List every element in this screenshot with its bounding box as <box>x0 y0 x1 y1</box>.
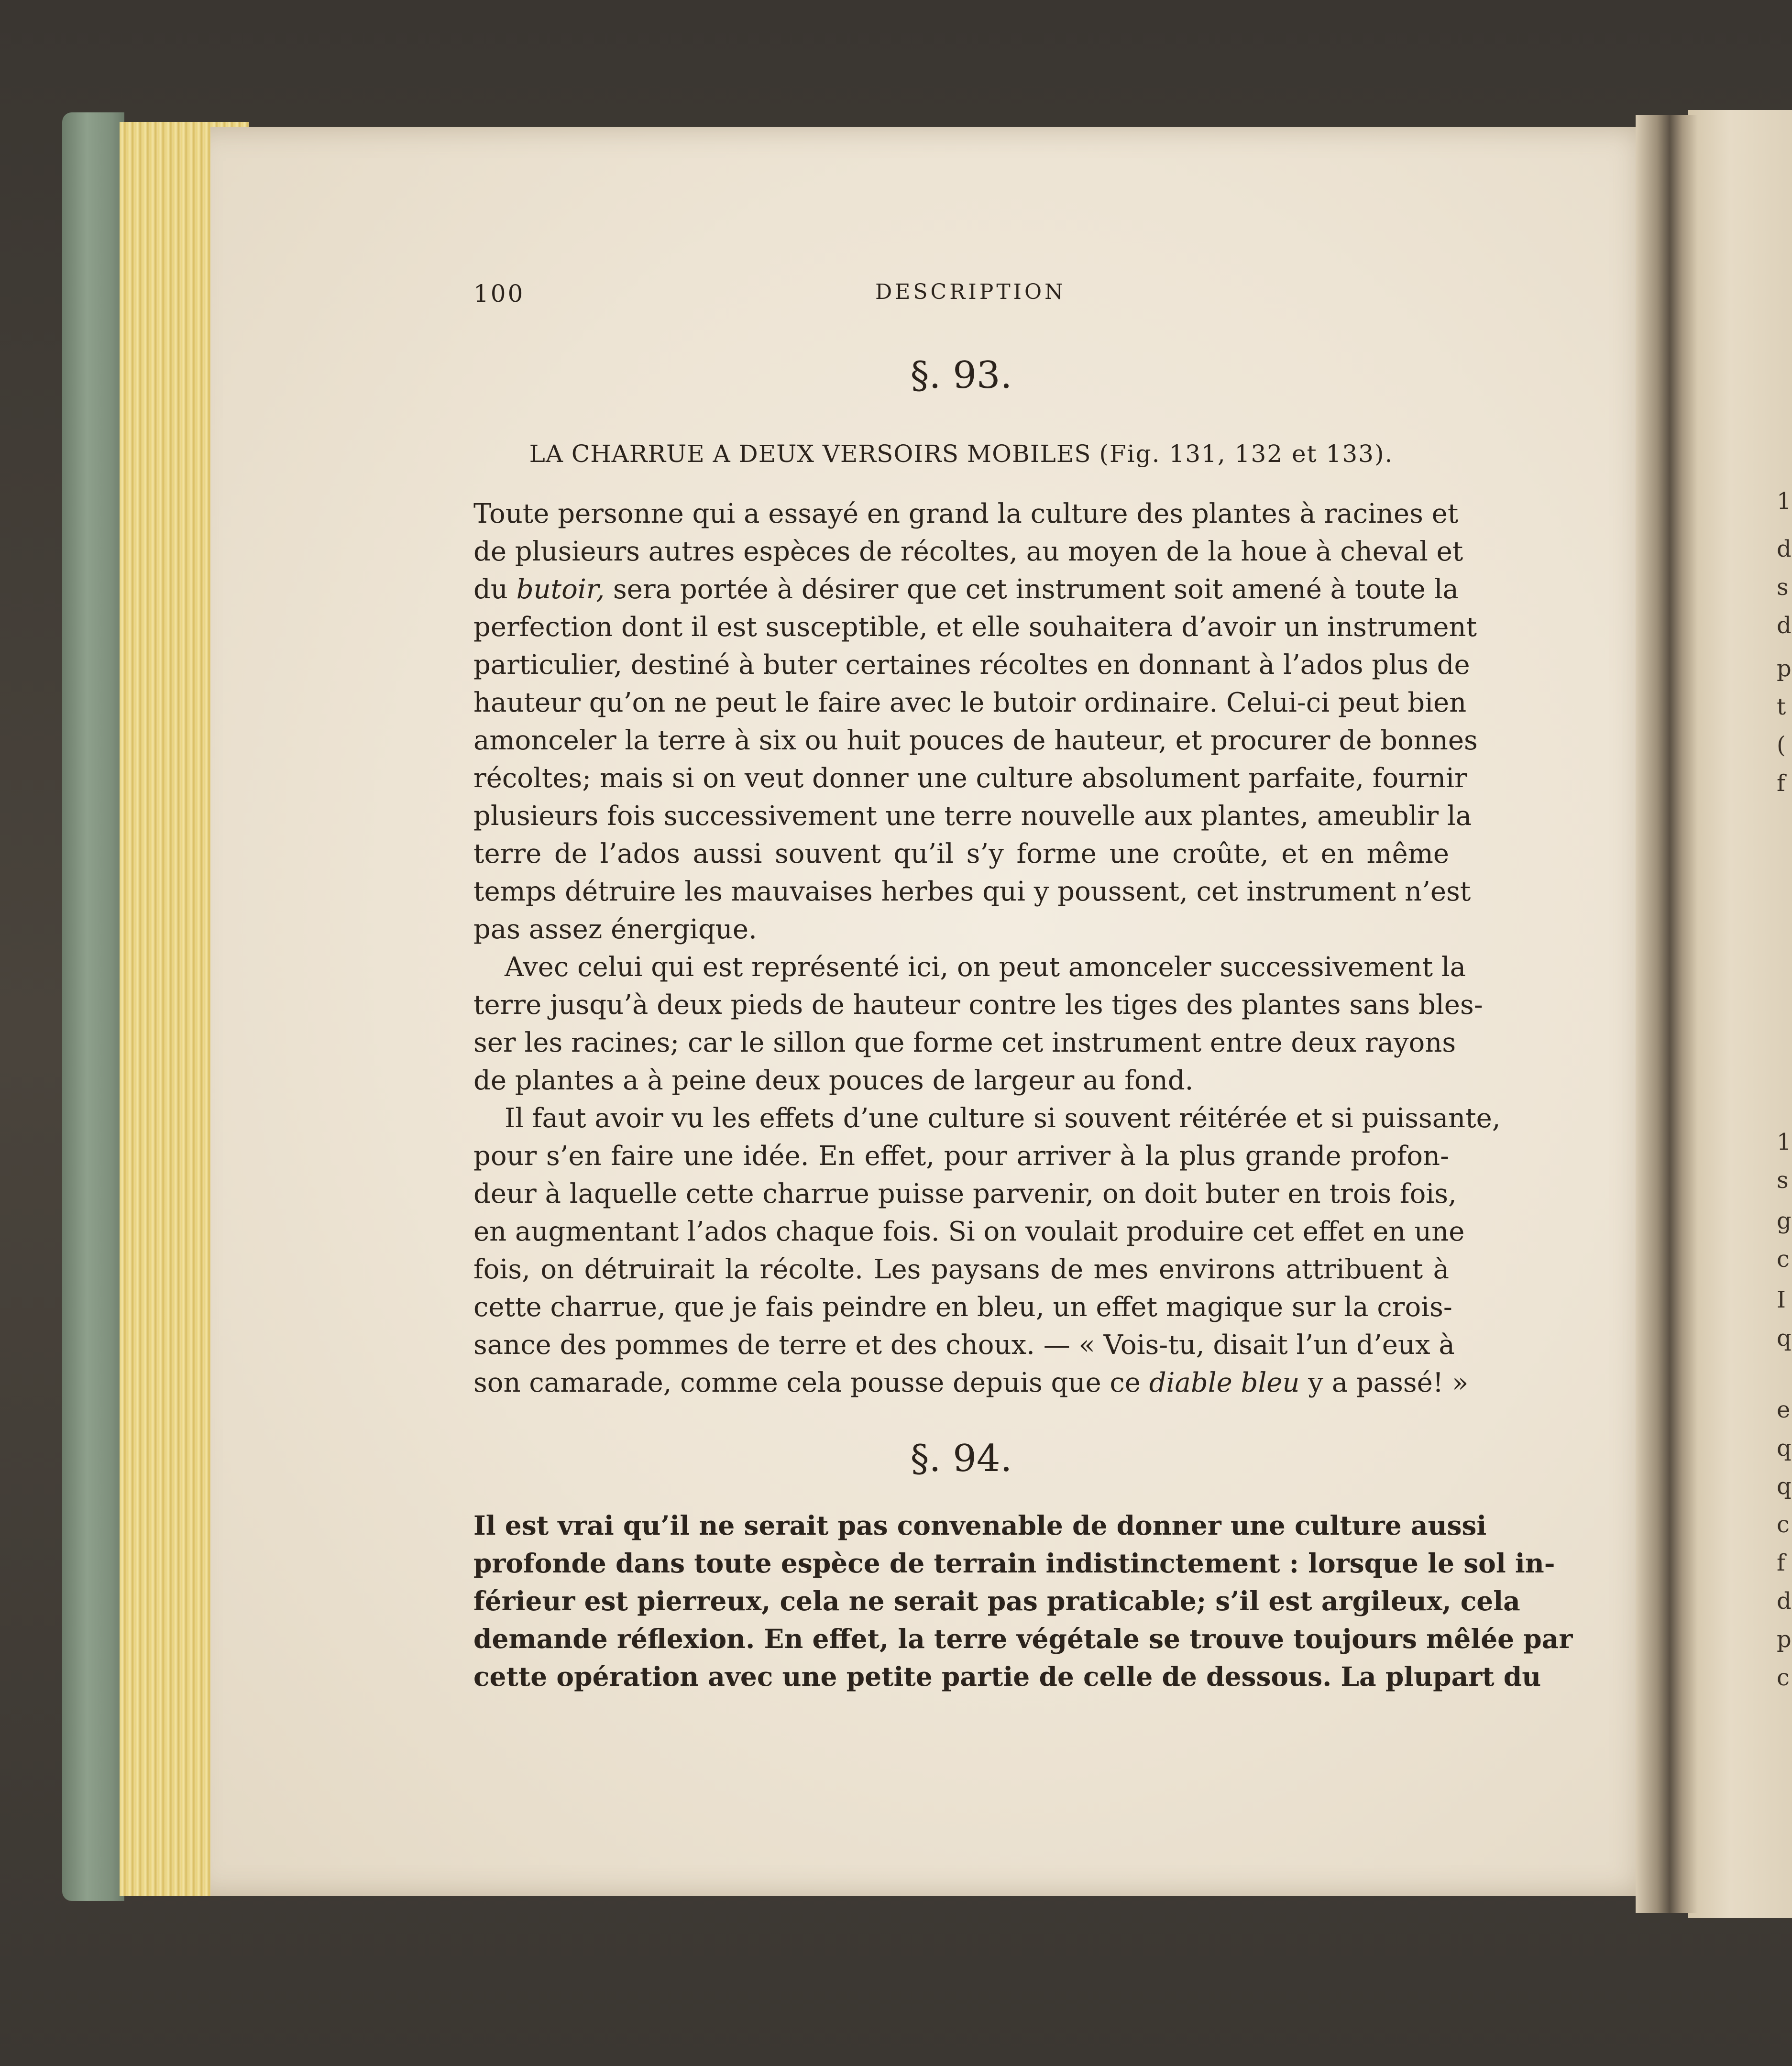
text-line: son camarade, comme cela pousse depuis que ce diable bleu y a passé! » <box>473 1367 1469 1398</box>
text-line: cette charrue, que je fais peindre en bleu, un effet magique sur la crois- <box>473 1292 1452 1323</box>
section-mark-94: §. 94. <box>910 1437 1012 1480</box>
facing-page-letter: c <box>1777 1511 1790 1538</box>
facing-page-letter: q <box>1777 1473 1792 1500</box>
text-line: Toute personne qui a essayé en grand la culture des plantes à racines et <box>473 498 1459 529</box>
text-line: cette opération avec une petite partie de celle de dessous. La plupart du <box>473 1661 1541 1692</box>
text-line: en augmentant l’ados chaque fois. Si on voulait produire cet effet en une <box>473 1216 1465 1247</box>
text-line: férieur est pierreux, cela ne serait pas praticable; s’il est argileux, cela <box>473 1585 1520 1616</box>
facing-page-letter: d <box>1777 612 1792 639</box>
text-line: plusieurs fois successivement une terre nouvelle aux plantes, ameublir la <box>473 801 1472 832</box>
facing-page-letter: c <box>1777 1246 1790 1273</box>
facing-page-letter: ( <box>1777 732 1786 758</box>
text-line: deur à laquelle cette charrue puisse parvenir, on doit buter en trois fois, <box>473 1178 1457 1209</box>
facing-page-letter: c <box>1777 1664 1790 1691</box>
text-line: hauteur qu’on ne peut le faire avec le butoir ordinaire. Celui-ci peut bien <box>473 687 1467 718</box>
facing-page-letter: g <box>1777 1208 1792 1234</box>
facing-page-letter: f <box>1777 770 1785 797</box>
facing-page-text-fragments <box>1777 0 1792 2066</box>
section-94-text <box>473 1506 1573 1695</box>
facing-page-letter: I <box>1777 1286 1786 1313</box>
page-number: 100 <box>473 280 525 308</box>
heading-figure-ref: (Fig. 131, 132 et 133). <box>1099 440 1394 468</box>
facing-page-letter: 1 <box>1777 488 1792 515</box>
facing-page-letter: 1 <box>1777 1129 1792 1155</box>
facing-page-letter: s <box>1777 1167 1789 1194</box>
facing-page-letter: p <box>1777 655 1792 682</box>
facing-page-letter: e <box>1777 1396 1791 1423</box>
facing-page-letter: q <box>1777 1435 1792 1462</box>
facing-page-letter: s <box>1777 574 1789 601</box>
facing-page-letter: f <box>1777 1550 1785 1576</box>
text-line: particulier, destiné à buter certaines récoltes en donnant à l’ados plus de <box>473 649 1470 681</box>
text-line: sance des pommes de terre et des choux. — « Vois-tu, disait l’un d’eux à <box>473 1330 1455 1361</box>
text-line: terre de l’ados aussi souvent qu’il s’y forme une croûte, et en même <box>473 838 1449 869</box>
facing-page-letter: t <box>1777 693 1786 720</box>
text-line: pas assez énergique. <box>473 914 757 945</box>
text-line: récoltes; mais si on veut donner une culture absolument parfaite, fournir <box>473 763 1467 794</box>
text-line: de plusieurs autres espèces de récoltes, au moyen de la houe à cheval et <box>473 536 1463 567</box>
text-line: amonceler la terre à six ou huit pouces de hauteur, et procurer de bonnes <box>473 725 1478 756</box>
facing-page-letter: d <box>1777 536 1792 562</box>
facing-page-letter: q <box>1777 1325 1792 1352</box>
book-gutter <box>1636 115 1698 1913</box>
heading-title: LA CHARRUE A DEUX VERSOIRS MOBILES <box>529 440 1091 468</box>
section-mark-93: §. 93. <box>910 354 1012 397</box>
text-line: fois, on détruirait la récolte. Les paysans de mes environs attribuent à <box>473 1254 1449 1285</box>
facing-page-letter: d <box>1777 1588 1792 1615</box>
text-line: ser les racines; car le sillon que forme cet instrument entre deux rayons <box>473 1027 1456 1058</box>
text-line: de plantes a à peine deux pouces de largeur au fond. <box>473 1065 1194 1096</box>
text-line: Avec celui qui est représenté ici, on peut amonceler successivement la <box>505 952 1466 983</box>
text-line: du butoir, sera portée à désirer que cet instrument soit amené à toute la <box>473 574 1459 605</box>
text-line: temps détruire les mauvaises herbes qui y poussent, cet instrument n’est <box>473 876 1471 907</box>
facing-page-letter: p <box>1777 1626 1792 1653</box>
running-head <box>473 280 1449 318</box>
book-cover-edge <box>62 112 124 1901</box>
text-line: pour s’en faire une idée. En effet, pour arriver à la plus grande profon- <box>473 1141 1449 1172</box>
italic-text: diable bleu <box>1149 1367 1300 1398</box>
text-line: perfection dont il est susceptible, et elle souhaitera d’avoir un instrument <box>473 612 1477 643</box>
running-title: DESCRIPTION <box>875 280 1066 304</box>
text-line: Il est vrai qu’il ne serait pas convenable de donner une culture aussi <box>473 1510 1487 1541</box>
section-heading <box>473 440 1449 468</box>
text-line: Il faut avoir vu les effets d’une culture si souvent réitérée et si puissante, <box>505 1103 1501 1134</box>
text-line: profonde dans toute espèce de terrain indistinctement : lorsque le sol in- <box>473 1548 1555 1579</box>
text-line: demande réflexion. En effet, la terre végétale se trouve toujours mêlée par <box>473 1623 1573 1654</box>
italic-text: butoir, <box>516 574 605 605</box>
section-93-text <box>473 495 1501 1402</box>
text-line: terre jusqu’à deux pieds de hauteur contre les tiges des plantes sans bles- <box>473 989 1483 1021</box>
